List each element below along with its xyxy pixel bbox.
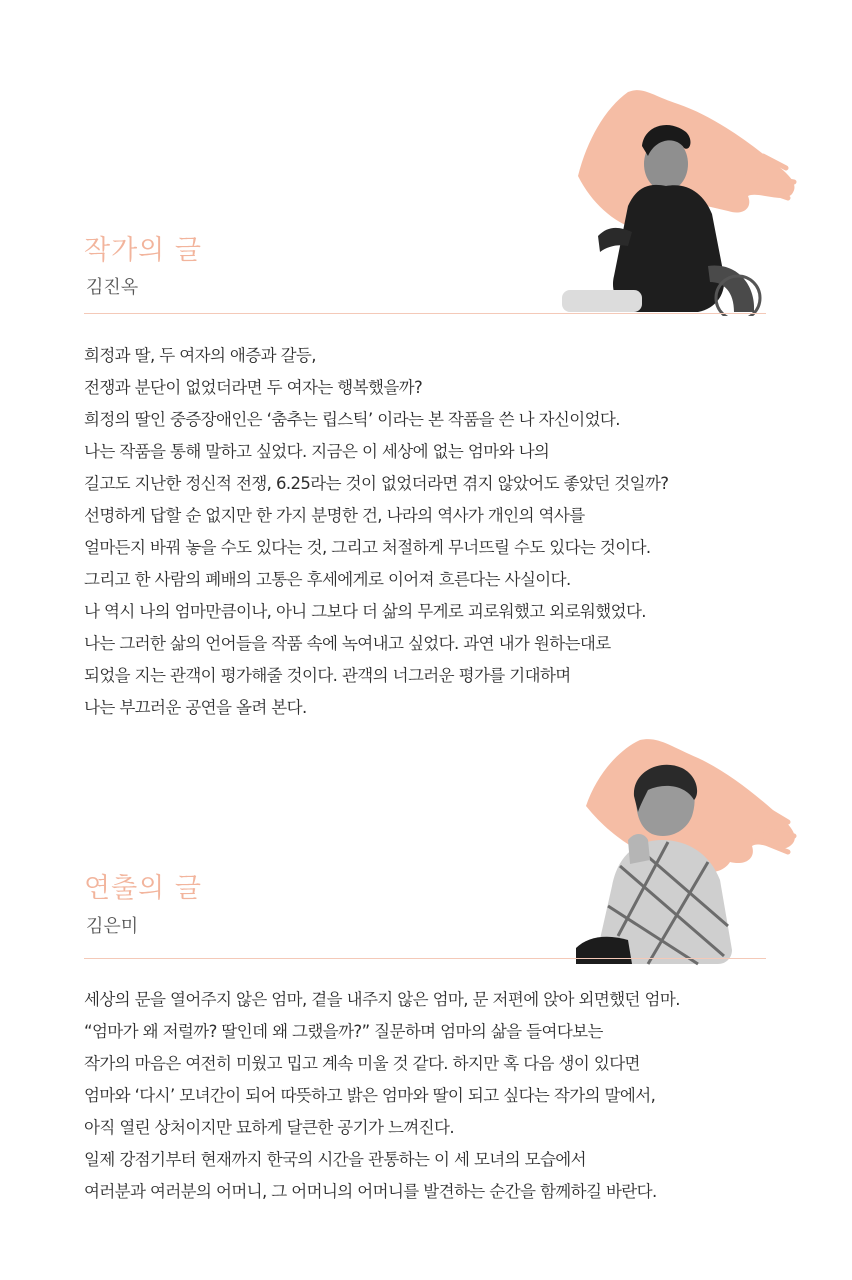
director-note-body [84,984,784,1208]
writer-note-line: 나는 그러한 삶의 언어들을 작품 속에 녹여내고 싶었다. 과연 내가 원하는대로 [84,634,611,653]
writer-note-line: 희정의 딸인 중증장애인은 ‘춤추는 립스틱’ 이라는 본 작품을 쓴 나 자신이었다. [84,410,620,429]
director-note-line: 세상의 문을 열어주지 않은 엄마, 곁을 내주지 않은 엄마, 문 저편에 앉아 외면했던 엄마. [84,990,680,1009]
director-note-line: “엄마가 왜 저럴까? 딸인데 왜 그랬을까?” 질문하며 엄마의 삶을 들여다보는 [84,1022,603,1041]
director-note-heading: 연출의 글 [84,873,202,904]
writer-note-line: 길고도 지난한 정신적 전쟁, 6.25라는 것이 없었더라면 겪지 않았어도 좋았던 것일까? [84,474,669,493]
writer-note-line: 얼마든지 바꿔 놓을 수도 있다는 것, 그리고 처절하게 무너뜨릴 수도 있다는 것이다. [84,538,651,557]
writer-note-divider [84,313,766,314]
director-portrait-image [548,736,798,966]
writer-note-line: 희정과 딸, 두 여자의 애증과 갈등, [84,346,316,365]
director-note-line: 여러분과 여러분의 어머니, 그 어머니의 어머니를 발견하는 순간을 함께하길 바란다. [84,1182,657,1201]
writer-note-body [84,340,784,724]
writer-portrait-image [548,86,798,316]
writer-note-line: 전쟁과 분단이 없었더라면 두 여자는 행복했을까? [84,378,423,397]
director-note-divider [84,958,766,959]
writer-note-line: 되었을 지는 관객이 평가해줄 것이다. 관객의 너그러운 평가를 기대하며 [84,666,571,685]
writer-note-heading: 작가의 글 [84,235,202,266]
writer-note-line: 선명하게 답할 순 없지만 한 가지 분명한 건, 나라의 역사가 개인의 역사를 [84,506,585,525]
director-note-line: 일제 강점기부터 현재까지 한국의 시간을 관통하는 이 세 모녀의 모습에서 [84,1150,586,1169]
writer-note-author: 김진옥 [86,277,139,298]
director-note-section [0,730,852,1280]
director-note-author: 김은미 [86,916,139,937]
writer-note-line: 나 역시 나의 엄마만큼이나, 아니 그보다 더 삶의 무게로 괴로워했고 외로워했었다. [84,602,646,621]
writer-note-line: 그리고 한 사람의 폐배의 고통은 후세에게로 이어져 흐른다는 사실이다. [84,570,571,589]
writer-note-line: 나는 작품을 통해 말하고 싶었다. 지금은 이 세상에 없는 엄마와 나의 [84,442,550,461]
director-note-line: 작가의 마음은 여전히 미웠고 밉고 계속 미울 것 같다. 하지만 혹 다음 생이 있다면 [84,1054,640,1073]
director-note-line: 엄마와 ‘다시’ 모녀간이 되어 따뜻하고 밝은 엄마와 딸이 되고 싶다는 작가의 말에서, [84,1086,656,1105]
director-note-line: 아직 열린 상처이지만 묘하게 달큰한 공기가 느껴진다. [84,1118,454,1137]
writer-note-line: 나는 부끄러운 공연을 올려 본다. [84,698,307,717]
